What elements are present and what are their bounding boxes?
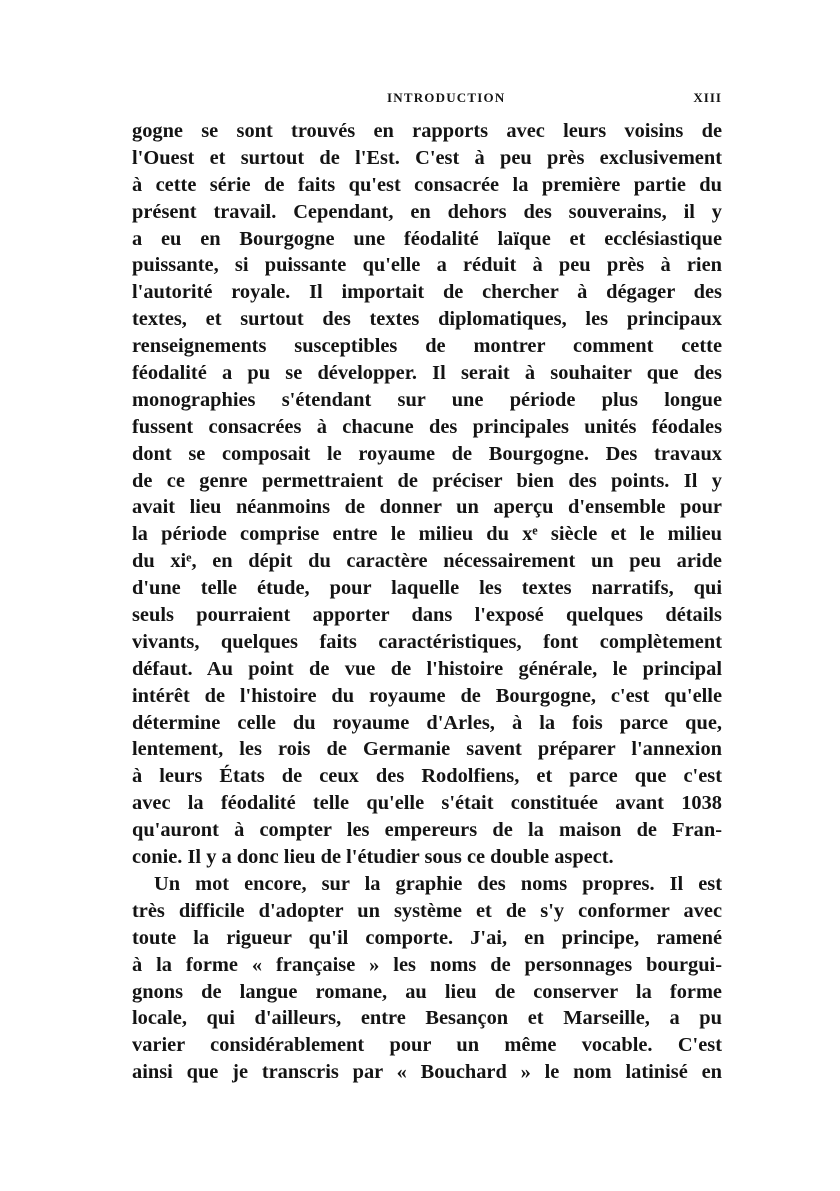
text-line: seuls pourraient apporter dans l'exposé quelques détails (132, 604, 722, 627)
text-line: détermine celle du royaume d'Arles, à la fois parce que, (132, 711, 722, 734)
text-line: très difficile d'adopter un système et de s'y conformer avec (132, 899, 722, 922)
text-line: intérêt de l'histoire du royaume de Bourgogne, c'est qu'elle (132, 684, 722, 707)
text-line: varier considérablement pour un même vocable. C'est (132, 1034, 722, 1057)
text-line: l'Ouest et surtout de l'Est. C'est à peu près exclusivement (132, 146, 722, 169)
text-line: fussent consacrées à chacune des principales unités féodales (132, 415, 722, 438)
text-line: à cette série de faits qu'est consacrée la première partie du (132, 173, 722, 196)
body-text (132, 118, 722, 1086)
text-line: avec la féodalité telle qu'elle s'était constituée avant 1038 (132, 792, 722, 815)
paragraph-end-line: conie. Il y a donc lieu de l'étudier sous ce double aspect. (132, 846, 614, 869)
text-line: avait lieu néanmoins de donner un aperçu d'ensemble pour (132, 496, 722, 519)
text-line: monographies s'étendant sur une période plus longue (132, 388, 722, 411)
text-line: renseignements susceptibles de montrer comment cette (132, 335, 722, 358)
text-line: féodalité a pu se développer. Il serait à souhaiter que des (132, 362, 722, 385)
paragraph-start-line: Un mot encore, sur la graphie des noms propres. Il est (154, 872, 722, 895)
running-title: INTRODUCTION (387, 90, 506, 105)
text-line: vivants, quelques faits caractéristiques, font complètement (132, 630, 722, 653)
text-line: qu'auront à compter les empereurs de la maison de Fran- (132, 819, 722, 842)
text-line: à la forme « française » les noms de personnages bourgui- (132, 953, 722, 976)
text-line: d'une telle étude, pour laquelle les textes narratifs, qui (132, 577, 722, 600)
text-line: ainsi que je transcris par « Bouchard » le nom latinisé en (132, 1061, 722, 1084)
text-line: lentement, les rois de Germanie savent préparer l'annexion (132, 738, 722, 761)
text-line: gnons de langue romane, au lieu de conserver la forme (132, 980, 722, 1003)
text-line: puissante, si puissante qu'elle a réduit à peu près à rien (132, 254, 722, 277)
text-line: à leurs États de ceux des Rodolfiens, et parce que c'est (132, 765, 722, 788)
text-line: toute la rigueur qu'il comporte. J'ai, en principe, ramené (132, 926, 722, 949)
text-line: la période comprise entre le milieu du xᵉ siècle et le milieu (132, 523, 722, 546)
text-line: locale, qui d'ailleurs, entre Besançon et Marseille, a pu (132, 1007, 722, 1030)
page-number: XIII (693, 90, 722, 105)
text-line: gogne se sont trouvés en rapports avec leurs voisins de (132, 120, 722, 142)
text-line: dont se composait le royaume de Bourgogne. Des travaux (132, 442, 722, 465)
text-line: présent travail. Cependant, en dehors des souverains, il y (132, 200, 722, 223)
text-line: l'autorité royale. Il importait de chercher à dégager des (132, 281, 722, 304)
text-line: de ce genre permettraient de préciser bien des points. Il y (132, 469, 722, 492)
text-line: du xiᵉ, en dépit du caractère nécessairement un peu aride (132, 550, 722, 573)
text-line: textes, et surtout des textes diplomatiques, les principaux (132, 308, 722, 331)
text-line: défaut. Au point de vue de l'histoire générale, le principal (132, 657, 722, 680)
page-header (132, 90, 722, 112)
text-line: a eu en Bourgogne une féodalité laïque et ecclésiastique (132, 227, 722, 250)
